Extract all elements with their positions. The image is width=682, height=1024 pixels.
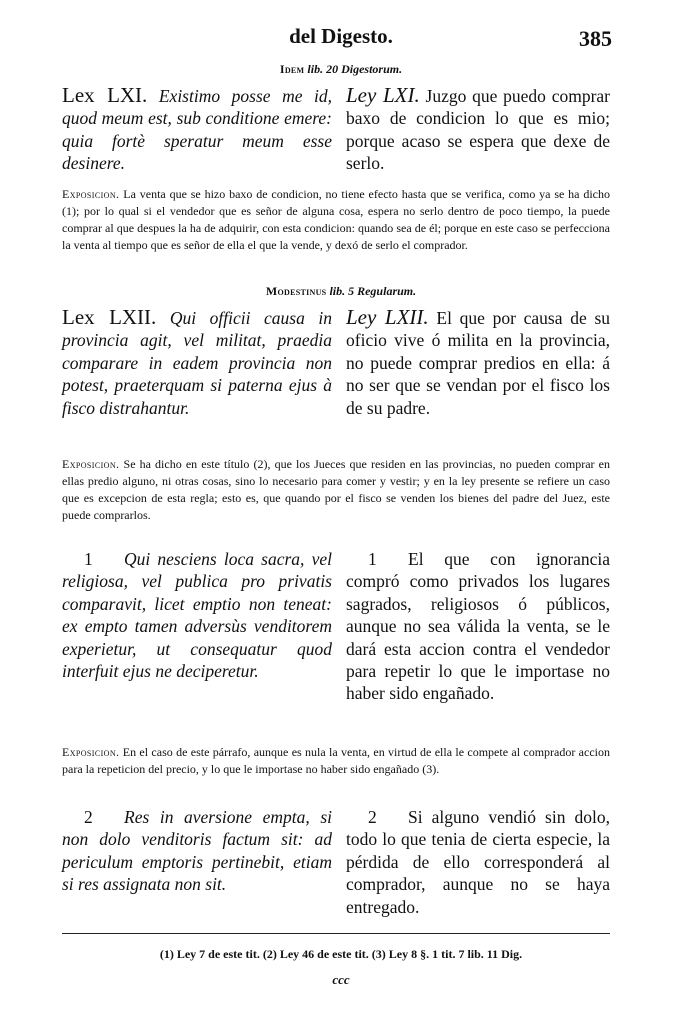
exposition-text: La venta que se hizo baxo de condicion, no tiene efecto hasta que se verifica, como ya se ha dicho (1); por lo qual si el vendedor que es señor de alguna cosa, espera no serlo dentro de poco tiempo, la puede comprar al que despues la ha de adquirir, con esta condicion: quando sea de él; porque en este caso se perfecciona la venta al tiempo que es señor de ella el que la vende, y dexó de serlo el comprador. (62, 187, 611, 252)
latin-law-heading: Lex LXI. (62, 83, 148, 107)
page-number: 385 (579, 26, 612, 51)
spanish-text-block (346, 306, 610, 419)
source-author: Idem (279, 62, 305, 76)
spanish-text-block (346, 84, 610, 175)
source-work: lib. 20 Digestorum. (304, 62, 403, 76)
latin-paragraph-text: Res in aversione empta, si non dolo venditoris factum sit: ad periculum emptoris pertinebit, etiam si res assignata non sit. (62, 807, 332, 895)
exposition-text: Se ha dicho en este título (2), que los Jueces que residen en las provincias, no pueden comprar en ellas predio alguno, ni otras cosas, sino lo necesario para comer y vestir; y en la ley presente se refiere un caso que es excepcion de esta regla; esto es, que quando por el fisco se venden los bienes del padre del Juez, este puede comprarlos. (62, 457, 610, 522)
latin-text-block (62, 548, 332, 682)
spanish-paragraph-text: Si alguno vendió sin dolo, todo lo que tenia de cierta especie, la pérdida de ello corresponderá al comprador, aunque no se haya entregado. (346, 807, 610, 917)
spanish-law-text: El que por causa de su oficio vive ó milita en la provincia, no puede comprar predios en ella: á no ser que se vendan por el fisco los de su padre. (346, 308, 610, 418)
exposition-paragraph (62, 744, 610, 778)
spanish-law-heading: Ley LXII. (346, 305, 429, 329)
latin-text-block (62, 84, 332, 175)
signature-mark: ccc (332, 972, 350, 987)
paragraph-number: 2 (84, 807, 93, 827)
exposition-label: Exposicion. (62, 457, 120, 471)
latin-paragraph-text: Qui nesciens loca sacra, vel religiosa, vel publica pro privatis comparavit, licet emptio non teneat: ex empto tamen adversùs venditorem experietur, ut consequatur quod interfuit ejus ne deciperetur. (62, 549, 332, 682)
exposition-paragraph (62, 186, 610, 254)
paragraph-number: 1 (84, 549, 93, 569)
latin-law-text: Existimo posse me id, quod meum est, sub conditione emere: quia fortè speratur meum esse desinere. (62, 86, 333, 174)
latin-law-text: Qui officii causa in provincia agit, vel militat, praedia comparare in eadem provincia non potest, praeterquam si paterna ejus à fisco distrahantur. (62, 308, 332, 418)
latin-text-block (62, 306, 332, 419)
paragraph-number: 1 (368, 549, 377, 569)
footnote-divider (62, 933, 610, 934)
latin-law-heading: Lex LXII. (62, 305, 157, 329)
source-citation (0, 284, 682, 299)
source-citation (0, 62, 682, 77)
exposition-paragraph (62, 456, 610, 524)
spanish-paragraph-text: El que con ignorancia compró como privados los lugares sagrados, religiosos ó públicos, aunque no sea válida la venta, se le dará esta accion contra el vendedor para repetir lo que le importase no haber sido engañado. (346, 549, 610, 704)
exposition-label: Exposicion. (62, 187, 120, 201)
exposition-text: En el caso de este párrafo, aunque es nula la venta, en virtud de ella le compete al comprador accion para la repeticion del precio, y lo que le importase no haber sido engañado (3). (62, 745, 610, 776)
running-head (0, 24, 682, 54)
running-title: del Digesto. (289, 24, 393, 48)
spanish-law-heading: Ley LXI. (346, 83, 420, 107)
spanish-text-block (346, 548, 610, 705)
latin-text-block (62, 806, 332, 896)
paragraph-number: 2 (368, 807, 377, 827)
source-work: lib. 5 Regularum. (326, 284, 417, 298)
source-author: Modestinus (265, 284, 327, 298)
exposition-label: Exposicion. (62, 745, 120, 759)
spanish-law-text: Juzgo que puedo comprar baxo de condicion lo que es mio; porque acaso se espera que dexe de serlo. (346, 86, 611, 174)
footnotes: (1) Ley 7 de este tit. (2) Ley 46 de este tit. (3) Ley 8 §. 1 tit. 7 lib. 11 Dig. (159, 947, 523, 961)
spanish-text-block (346, 806, 610, 918)
